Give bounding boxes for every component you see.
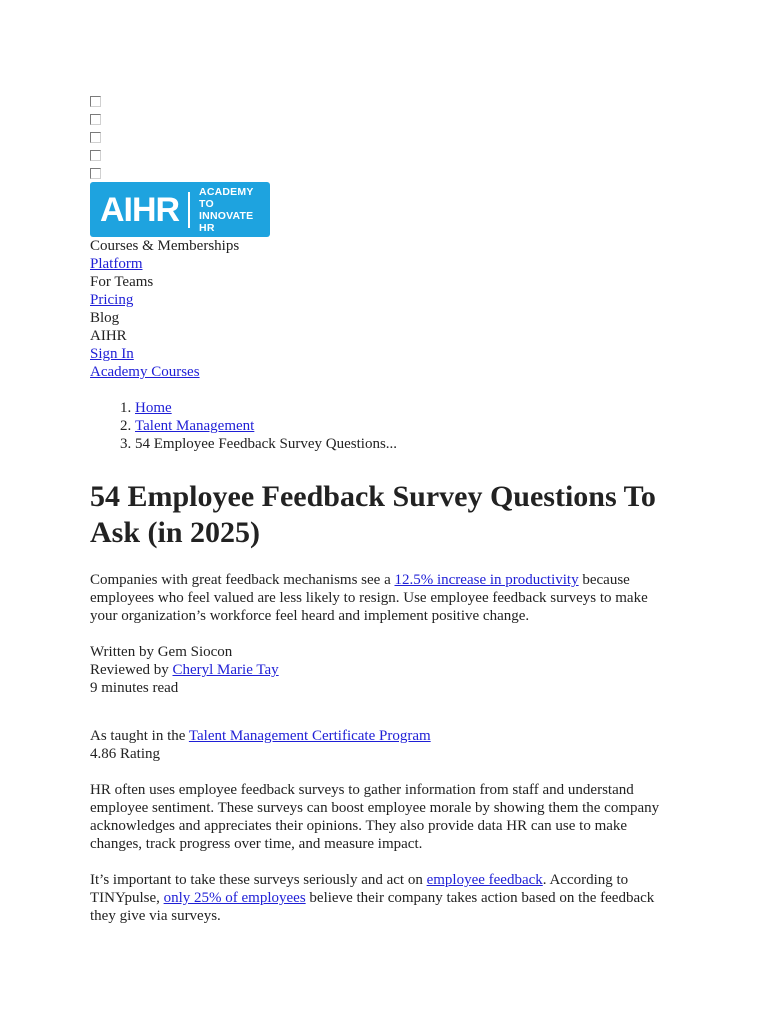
logo-mark: AIHR: [100, 190, 180, 229]
para2-text-before: It’s important to take these surveys seriously and act on: [90, 872, 427, 888]
body-paragraph-2: [90, 871, 670, 925]
breadcrumb-current-label: 54 Employee Feedback Survey Questions...: [135, 436, 398, 452]
main-nav: [90, 237, 670, 381]
reviewer-link[interactable]: Cheryl Marie Tay: [172, 662, 279, 678]
menu-toggle-checkbox-4[interactable]: [90, 150, 101, 161]
page-title: 54 Employee Feedback Survey Questions To Ask (in 2025): [90, 480, 656, 549]
course-rating: 4.86 Rating: [90, 746, 160, 762]
nav-label-blog: Blog: [90, 310, 120, 326]
nav-item-platform: [90, 255, 670, 273]
breadcrumb-link-home[interactable]: Home: [135, 400, 172, 416]
nav-item-aihr: [90, 327, 670, 345]
page-content: [90, 96, 670, 925]
breadcrumb-item-talent-management: [135, 417, 670, 435]
logo-tagline: [199, 186, 270, 234]
productivity-stat-link[interactable]: 12.5% increase in productivity: [394, 572, 579, 588]
breadcrumb-link-talent-management[interactable]: Talent Management: [135, 418, 255, 434]
para2-text-after: believe their company takes action based on the feedback they give via surveys.: [90, 890, 655, 924]
nav-link-pricing[interactable]: Pricing: [90, 292, 134, 308]
menu-toggle-checkbox-3[interactable]: [90, 132, 101, 143]
nav-item-pricing: [90, 291, 670, 309]
sign-in-link[interactable]: Sign In: [90, 346, 134, 362]
breadcrumb-item-current: [135, 435, 670, 453]
nav-item-academy-courses: [90, 363, 670, 381]
intro-text-after: because employees who feel valued are less likely to resign. Use employee feedback surveys to make your organization’s workforce feel heard and implement positive change.: [90, 572, 648, 624]
breadcrumb-item-home: [135, 399, 670, 417]
nav-item-blog: [90, 309, 670, 327]
taught-line: [90, 727, 670, 745]
menu-toggle-checkbox-5[interactable]: [90, 168, 101, 179]
academy-courses-link[interactable]: Academy Courses: [90, 364, 200, 380]
reviewer-prefix: Reviewed by: [90, 662, 173, 678]
nav-label-courses: Courses & Memberships: [90, 238, 240, 254]
aihr-logo[interactable]: [90, 182, 270, 237]
read-time: 9 minutes read: [90, 680, 179, 696]
certificate-program-link[interactable]: Talent Management Certificate Program: [188, 728, 431, 744]
logo-divider: [188, 192, 190, 228]
nav-item-sign-in: [90, 345, 670, 363]
nav-item-for-teams: [90, 273, 670, 291]
reviewer-line: [90, 661, 670, 679]
logo-tagline-line2: INNOVATE HR: [199, 209, 254, 234]
para2-text-middle: . According to TINYpulse,: [90, 872, 629, 906]
nav-link-platform[interactable]: Platform: [90, 256, 143, 272]
article-meta: [90, 643, 670, 697]
employee-feedback-link[interactable]: employee feedback: [426, 872, 543, 888]
course-promo: [90, 727, 670, 763]
breadcrumb: [90, 399, 670, 453]
taught-prefix: As taught in the: [90, 728, 189, 744]
intro-paragraph: [90, 571, 670, 625]
body-paragraph-1: HR often uses employee feedback surveys to gather information from staff and understand employee sentiment. These surveys can boost employee morale by showing them the company acknowledges and appreciates their opinions. They also provide data HR can use to make changes, track progress over time, and measure impact.: [90, 782, 660, 852]
tinypulse-stat-link[interactable]: only 25% of employees: [163, 890, 306, 906]
author-line: Written by Gem Siocon: [90, 644, 233, 660]
checkbox-list: [90, 96, 670, 179]
nav-item-courses: [90, 237, 670, 255]
intro-text-before: Companies with great feedback mechanisms see a: [90, 572, 395, 588]
menu-toggle-checkbox-1[interactable]: [90, 96, 101, 107]
menu-toggle-checkbox-2[interactable]: [90, 114, 101, 125]
nav-label-for-teams: For Teams: [90, 274, 154, 290]
nav-label-aihr: AIHR: [90, 328, 127, 344]
logo-tagline-line1: ACADEMY TO: [199, 185, 254, 210]
